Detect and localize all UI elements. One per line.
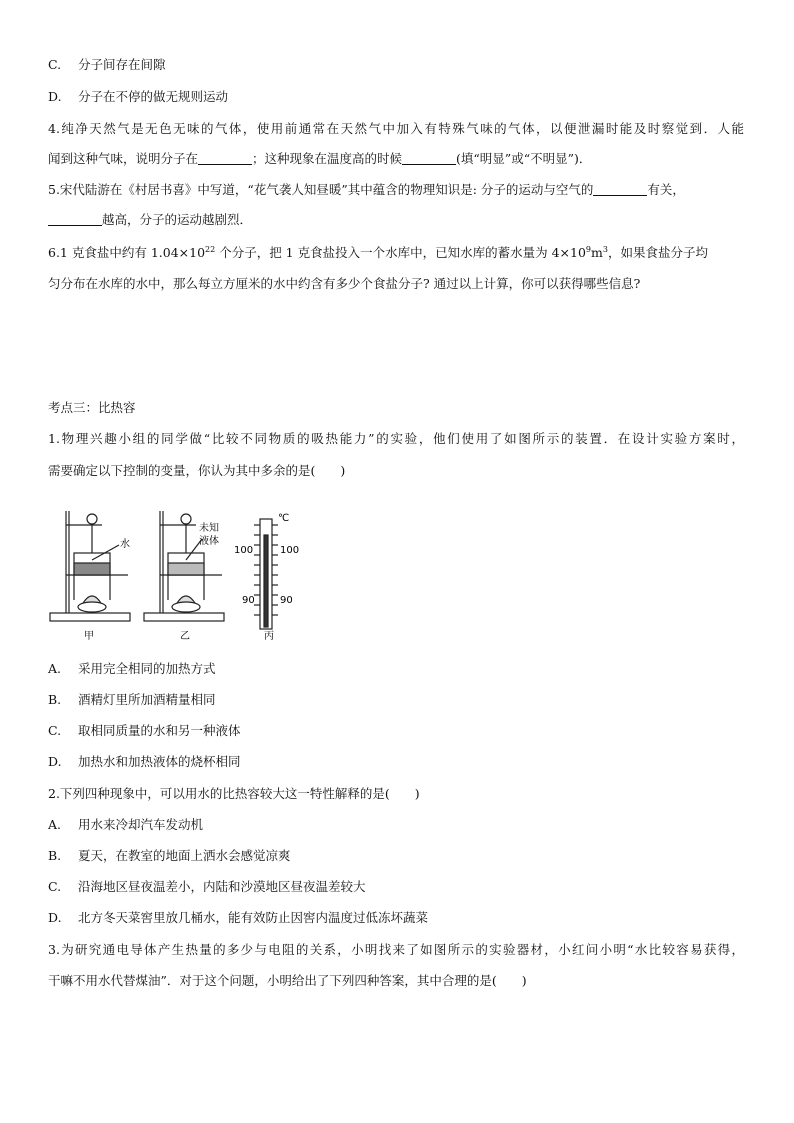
question-2-stem: 2.下列四种现象中，可以用水的比热容较大这一特性解释的是( ) — [48, 786, 420, 801]
q1-option-b: B. 酒精灯里所加酒精量相同 — [48, 692, 216, 707]
unit-label: ℃ — [278, 513, 290, 524]
q1-option-d: D. 加热水和加热液体的烧杯相同 — [48, 754, 241, 769]
question-5-line2: 越高，分子的运动越剧烈． — [48, 210, 252, 230]
tick-90-right: 90 — [280, 595, 293, 606]
option-label: C. — [48, 57, 62, 72]
option-d — [48, 87, 228, 107]
answer-blank[interactable] — [48, 213, 102, 226]
q2-option-d: D. 北方冬天菜窖里放几桶水，能有效防止因窖内温度过低冻坏蔬菜 — [48, 910, 429, 925]
caption-yi: 乙 — [180, 631, 190, 642]
tick-100-right: 100 — [280, 545, 300, 556]
liquid-label-1: 未知 — [199, 523, 219, 534]
answer-blank[interactable] — [402, 152, 456, 165]
question-3-line2: 干嘛不用水代替煤油”．对于这个问题，小明给出了下列四种答案，其中合理的是( ) — [48, 973, 527, 988]
question-6-line2: 匀分布在水库的水中，那么每立方厘米的水中约含有多少个食盐分子? 通过以上计算，你可以获得哪些信息? — [48, 276, 641, 291]
q2-option-a: A. 用水来冷却汽车发动机 — [48, 817, 204, 832]
question-1-line1: 1.物理兴趣小组的同学做“比较不同物质的吸热能力”的实验，他们使用了如图所示的装置．在设计实验方案时， — [48, 431, 744, 446]
option-c — [48, 55, 166, 75]
option-text: 分子间存在间隙 — [78, 57, 166, 72]
question-4-line2: 闻到这种气味，说明分子在 ；这种现象在温度高的时候 (填“明显”或“不明显”)． — [48, 151, 592, 166]
section-heading: 考点三：比热容 — [48, 400, 136, 415]
caption-bing: 丙 — [264, 631, 274, 642]
question-5-line1: 5.宋代陆游在《村居书喜》中写道，“花气袭人知昼暖”其中蕴含的物理知识是: 分子的运动与空气的 有关， — [48, 182, 685, 197]
experiment-figure — [44, 505, 334, 645]
answer-blank[interactable] — [198, 152, 252, 165]
q2-option-b: B. 夏天，在教室的地面上洒水会感觉凉爽 — [48, 848, 291, 863]
liquid-label-2: 液体 — [199, 536, 219, 547]
tick-90-left: 90 — [242, 595, 255, 606]
option-label: D. — [48, 89, 62, 104]
apparatus-drawing — [44, 505, 334, 645]
option-text: 分子在不停的做无规则运动 — [78, 89, 229, 104]
question-6-line1: 6.1 克食盐中约有 $1.04\times 10^{22}$ 个分子，把 1 克食盐投入一个水库中，已知水库的蓄水量为 $4\times 10^9m^3$，如果食盐分子均 — [48, 245, 708, 260]
caption-jia: 甲 — [84, 631, 94, 642]
answer-blank[interactable] — [593, 183, 647, 196]
q1-option-a: A. 采用完全相同的加热方式 — [48, 661, 216, 676]
water-label: 水 — [120, 539, 130, 550]
q1-option-c: C. 取相同质量的水和另一种液体 — [48, 723, 241, 738]
thermometer — [254, 519, 278, 629]
question-3-line1: 3.为研究通电导体产生热量的多少与电阻的关系，小明找来了如图所示的实验器材，小红问小明“水比较容易获得， — [48, 942, 744, 957]
question-1-line2: 需要确定以下控制的变量，你认为其中多余的是( ) — [48, 463, 346, 478]
tick-100-left: 100 — [234, 545, 254, 556]
apparatus-jia — [50, 511, 130, 621]
question-4-line1: 4.纯净天然气是无色无味的气体，使用前通常在天然气中加入有特殊气味的气体，以便泄漏时能及时察觉到．人能 — [48, 121, 744, 136]
q2-option-c: C. 沿海地区昼夜温差小，内陆和沙漠地区昼夜温差较大 — [48, 879, 366, 894]
